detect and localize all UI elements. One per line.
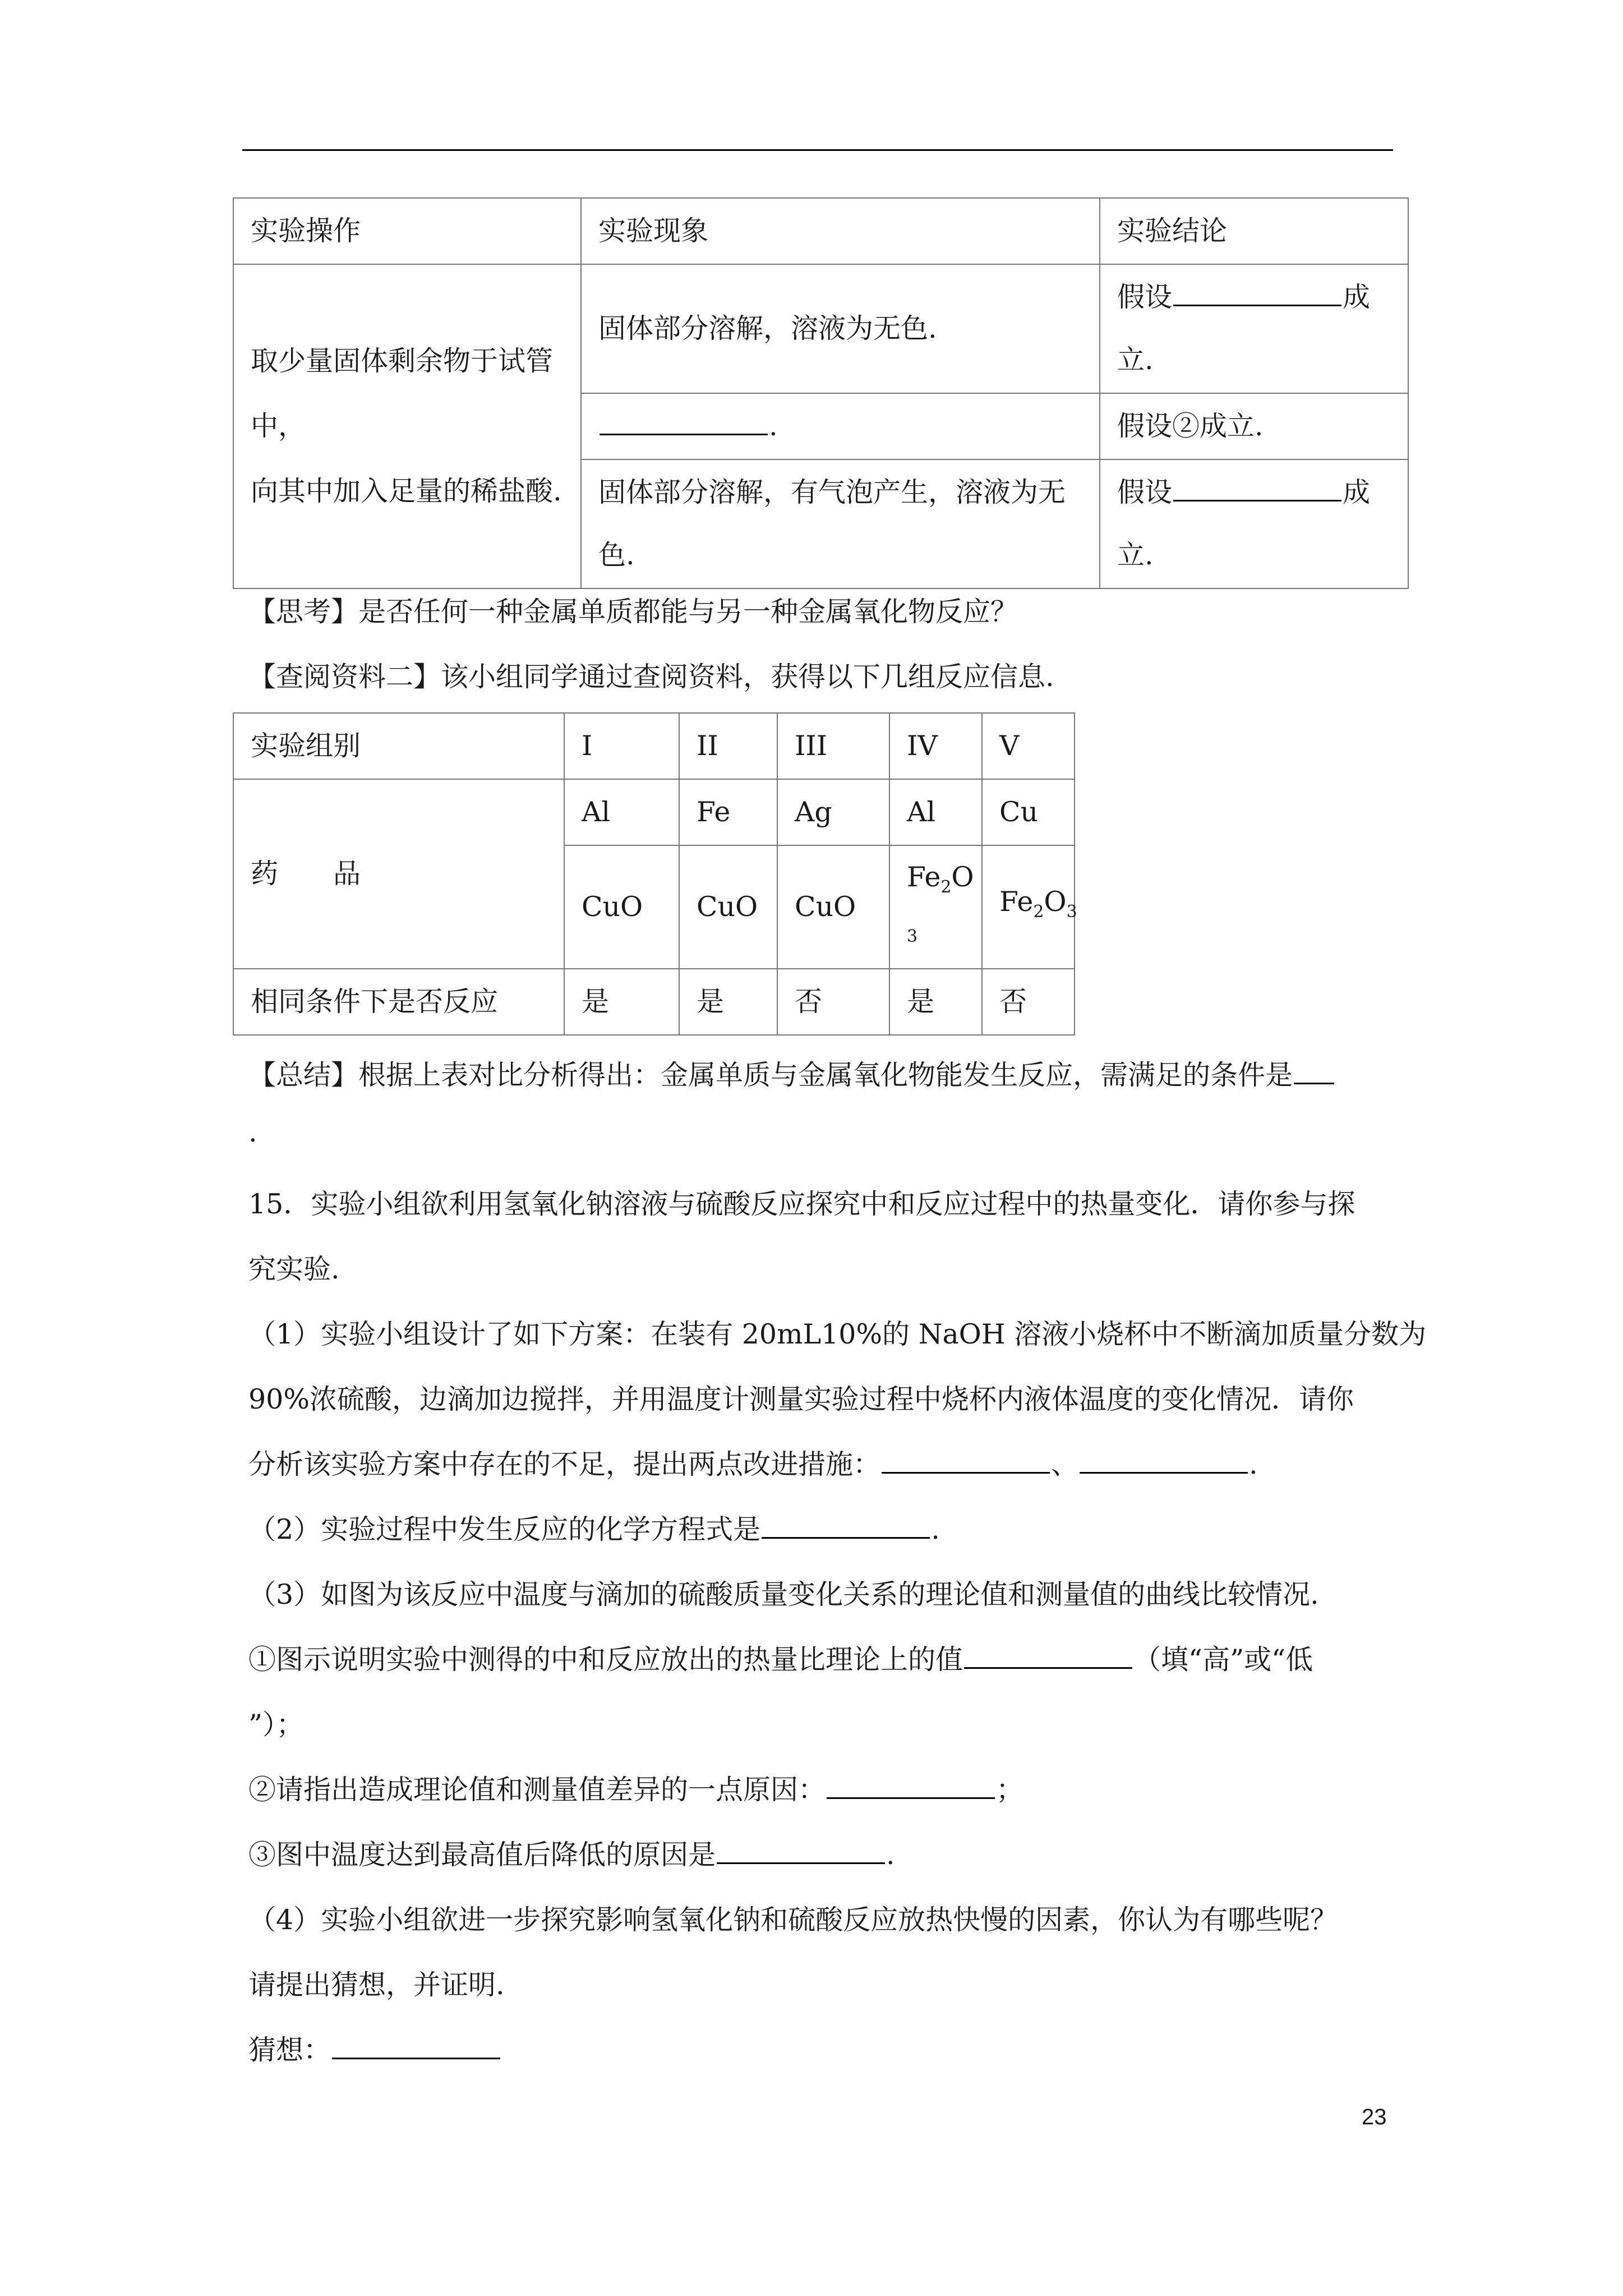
phenomenon-cell: . (581, 393, 1100, 459)
react-cell: 否 (777, 969, 889, 1035)
metal-cell: Al (889, 779, 982, 845)
q15-p4-line2: 请提出猜想，并证明. (248, 1969, 505, 2001)
phenomenon-cell: 固体部分溶解，有气泡产生，溶液为无 色. (581, 459, 1100, 588)
table-header: 实验操作 (233, 198, 581, 264)
table-header: 实验现象 (581, 198, 1100, 264)
conclusion-cell: 假设 成 立. (1100, 264, 1408, 393)
q15-p1-line2: 90%浓硫酸，边滴加边搅拌，并用温度计测量实验过程中烧杯内液体温度的变化情况．请你 (248, 1383, 1354, 1415)
operation-line: 向其中加入足量的稀盐酸. (251, 475, 562, 507)
q15-p1-line1: （1）实验小组设计了如下方案：在装有 20mL10%的 NaOH 溶液小烧杯中不断滴加质量分数为 (248, 1318, 1427, 1350)
oxide-cell: $Fe_2O$ $_3$ (889, 845, 982, 969)
answer-blank[interactable] (882, 1446, 1050, 1474)
phenomenon-cell: 固体部分溶解，溶液为无色. (581, 264, 1100, 393)
answer-blank[interactable] (1294, 1057, 1334, 1084)
page-number: 23 (1362, 2105, 1387, 2129)
oxide-cell: CuO (679, 845, 777, 969)
q15-p1-line3: 分析该实验方案中存在的不足，提出两点改进措施： 、 . (248, 1443, 1258, 1482)
react-cell: 是 (564, 969, 679, 1035)
q15-c3: ③图中温度达到最高值后降低的原因是 . (248, 1833, 895, 1872)
answer-blank[interactable] (717, 1837, 885, 1864)
q15-guess: 猜想： (248, 2028, 501, 2068)
react-label: 相同条件下是否反应 (233, 969, 564, 1035)
conclusion-cell: 假设 成 立. (1100, 459, 1408, 588)
metal-cell: Al (564, 779, 679, 845)
oxide-cell: CuO (564, 845, 679, 969)
group-cell: III (777, 713, 889, 779)
lookup-paragraph: 【查阅资料二】该小组同学通过查阅资料，获得以下几组反应信息. (248, 661, 1054, 693)
q15-line1: 15．实验小组欲利用氢氧化钠溶液与硫酸反应探究中和反应过程中的热量变化．请你参与探 (248, 1188, 1355, 1220)
operation-cell (233, 264, 581, 588)
group-cell: V (982, 713, 1075, 779)
think-paragraph: 【思考】是否任何一种金属单质都能与另一种金属氧化物反应？ (248, 596, 1018, 628)
answer-blank[interactable] (1173, 279, 1341, 306)
react-cell: 是 (679, 969, 777, 1035)
react-cell: 是 (889, 969, 982, 1035)
table-header: 实验结论 (1100, 198, 1408, 264)
metal-cell: Fe (679, 779, 777, 845)
answer-blank[interactable] (600, 408, 768, 435)
answer-blank[interactable] (1173, 474, 1341, 501)
metal-cell: Cu (982, 779, 1075, 845)
q15-line2: 究实验. (248, 1253, 340, 1285)
q15-c1: ①图示说明实验中测得的中和反应放出的热量比理论上的值 （填“高”或“低 (248, 1638, 1313, 1677)
q15-p3: （3）如图为该反应中温度与滴加的硫酸质量变化关系的理论值和测量值的曲线比较情况. (248, 1579, 1319, 1611)
group-cell: I (564, 713, 679, 779)
summary-tail: . (248, 1116, 257, 1148)
oxide-cell: $Fe_2O_3$ (982, 845, 1075, 969)
summary-paragraph: 【总结】根据上表对比分析得出：金属单质与金属氧化物能发生反应，需满足的条件是 (248, 1053, 1335, 1093)
answer-blank[interactable] (762, 1511, 930, 1539)
q15-p4-line1: （4）实验小组欲进一步探究影响氢氧化钠和硫酸反应放热快慢的因素，你认为有哪些呢？ (248, 1904, 1338, 1936)
operation-line: 取少量固体剩余物于试管 (251, 345, 554, 377)
group-cell: IV (889, 713, 982, 779)
q15-p2: （2）实验过程中发生反应的化学方程式是 . (248, 1508, 940, 1547)
operation-line: 中， (251, 410, 306, 442)
oxide-cell: CuO (777, 845, 889, 969)
answer-blank[interactable] (827, 1772, 995, 1799)
answer-blank[interactable] (332, 2032, 500, 2059)
q15-c1-line2: ”）； (248, 1709, 304, 1741)
reaction-table (233, 712, 1075, 1036)
conclusion-cell: 假设②成立. (1100, 393, 1408, 459)
header-rule (242, 149, 1393, 151)
answer-blank[interactable] (1080, 1446, 1248, 1474)
answer-blank[interactable] (964, 1641, 1132, 1669)
reagent-label: 药 品 (233, 779, 564, 969)
group-cell: II (679, 713, 777, 779)
q15-c2: ②请指出造成理论值和测量值差异的一点原因： ； (248, 1768, 1023, 1807)
metal-cell: Ag (777, 779, 889, 845)
react-cell: 否 (982, 969, 1075, 1035)
experiment-table (233, 197, 1409, 589)
group-label: 实验组别 (233, 713, 564, 779)
